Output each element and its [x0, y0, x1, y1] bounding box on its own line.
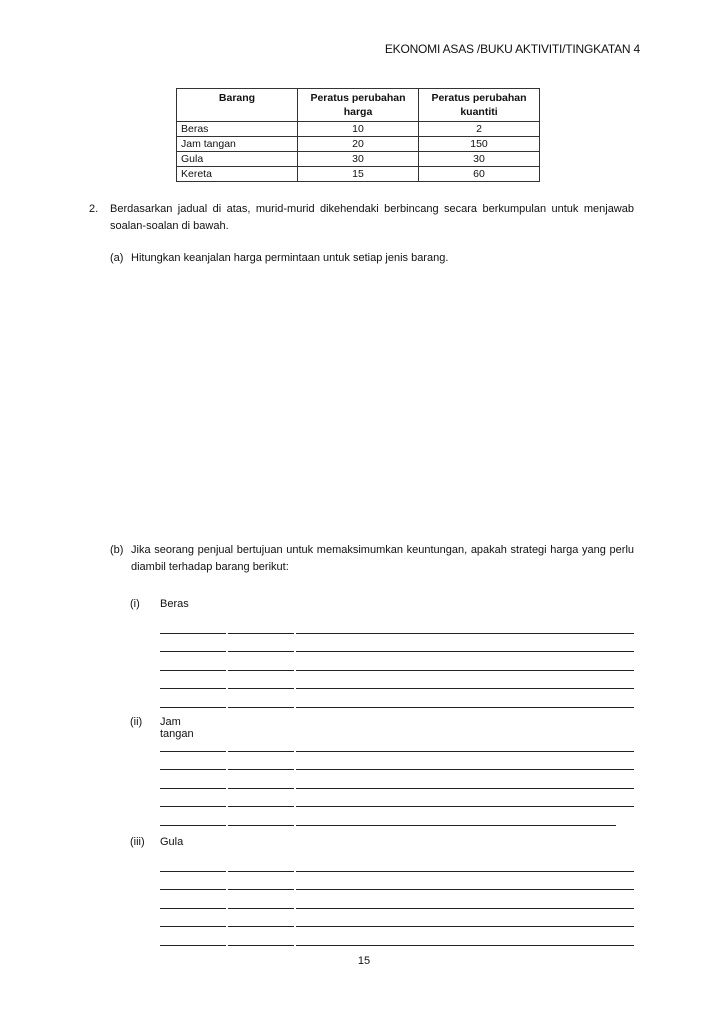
- part-a-label: (a): [110, 252, 124, 264]
- sub-item: Jam tangan: [160, 716, 194, 740]
- cell-price-change: 10: [298, 122, 419, 137]
- answer-lines[interactable]: [160, 853, 634, 946]
- sub-item: Beras: [160, 598, 189, 610]
- cell-item: Beras: [177, 122, 298, 137]
- answer-line[interactable]: [160, 652, 634, 671]
- page-number: 15: [357, 955, 371, 967]
- table-row: [177, 137, 540, 152]
- column-header-price-change: Peratus perubahan harga: [298, 89, 419, 122]
- column-header-quantity-change: Peratus perubahan kuantiti: [419, 89, 540, 122]
- answer-line[interactable]: [160, 872, 634, 891]
- cell-quantity-change: 150: [419, 137, 540, 152]
- sub-item: Gula: [160, 836, 184, 848]
- table-row: [177, 122, 540, 137]
- part-a-text: Hitungkan keanjalan harga permintaan untuk setiap jenis barang.: [131, 252, 449, 264]
- answer-line[interactable]: [160, 807, 616, 826]
- answer-line[interactable]: [160, 671, 634, 690]
- answer-line[interactable]: [160, 927, 634, 946]
- cell-price-change: 20: [298, 137, 419, 152]
- table-header-row: [177, 89, 540, 122]
- table-row: [177, 167, 540, 182]
- sub-label: (iii): [130, 836, 145, 848]
- question-number: 2.: [89, 203, 99, 215]
- question-text: Berdasarkan jadual di atas, murid-murid dikehendaki berbincang secara berkumpulan untuk menjawab soalan-soalan di bawah.: [110, 203, 634, 232]
- cell-item: Jam tangan: [177, 137, 298, 152]
- answer-line[interactable]: [160, 890, 634, 909]
- part-b: [110, 542, 634, 576]
- part-b-label: (b): [110, 544, 124, 556]
- answer-line[interactable]: [160, 733, 634, 752]
- part-a: [110, 250, 630, 267]
- table-row: [177, 152, 540, 167]
- answer-line[interactable]: [160, 789, 634, 808]
- column-header-item: Barang: [177, 89, 298, 122]
- cell-quantity-change: 60: [419, 167, 540, 182]
- answer-line[interactable]: [160, 909, 634, 928]
- sub-label: (ii): [130, 716, 143, 728]
- answer-line[interactable]: [160, 853, 634, 872]
- cell-item: Kereta: [177, 167, 298, 182]
- cell-price-change: 30: [298, 152, 419, 167]
- sub-label: (i): [130, 598, 140, 610]
- data-table: [176, 88, 540, 182]
- part-b-text: Jika seorang penjual bertujuan untuk memaksimumkan keuntungan, apakah strategi harga yang perlu diambil terhadap barang berikut:: [131, 544, 634, 573]
- cell-price-change: 15: [298, 167, 419, 182]
- answer-line[interactable]: [160, 770, 634, 789]
- answer-line[interactable]: [160, 615, 634, 634]
- answer-lines[interactable]: [160, 733, 634, 826]
- cell-item: Gula: [177, 152, 298, 167]
- answer-line[interactable]: [160, 634, 634, 653]
- answer-line[interactable]: [160, 752, 634, 771]
- answer-line[interactable]: [160, 689, 634, 708]
- page-header: EKONOMI ASAS /BUKU AKTIVITI/TINGKATAN 4: [384, 42, 640, 56]
- cell-quantity-change: 2: [419, 122, 540, 137]
- question-2: [89, 201, 634, 235]
- cell-quantity-change: 30: [419, 152, 540, 167]
- answer-lines[interactable]: [160, 615, 634, 708]
